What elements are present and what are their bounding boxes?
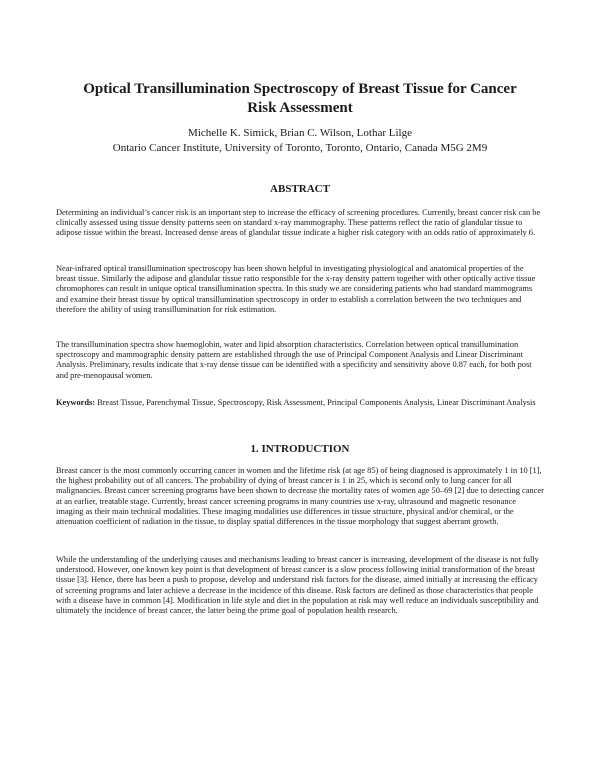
abstract-paragraph-2: Near-infrared optical transillumination spectroscopy has been shown helpful in investigating physiological and anatomical properties of the breast tissue. Similarly the adipose and glandular tissue ratio responsible for the x-ray density pattern together with other optically active tissue chromophores can result in unique optical transillumination spectra. In this study we are considering patients who had standard mammograms and examine their breast tissue by optical transillumination spectroscopy in order to establish a correlation between the two techniques and therefore the ability of using transillumination for risk estimation. <box>56 264 536 314</box>
abstract-paragraph-1: Determining an individual’s cancer risk is an important step to increase the efficacy of screening procedures. Currently, breast cancer risk can be clinically assessed using tissue density patterns seen on standard x-ray mammography. These patterns reflect the ratio of glandular tissue to adipose tissue within the breast. Increased dense areas of glandular tissue indicate a higher risk category with an odds ratio of approximately 6. <box>56 208 541 238</box>
author-affiliation: Ontario Cancer Institute, University of Toronto, Toronto, Ontario, Canada M5G 2M9 <box>112 142 488 154</box>
author-block <box>40 126 560 156</box>
abstract-heading: ABSTRACT <box>270 183 330 195</box>
paper-title <box>40 80 560 118</box>
keywords-text: Breast Tissue, Parenchymal Tissue, Spectroscopy, Risk Assessment, Principal Components Analysis, Linear Discriminant Analysis <box>97 398 536 407</box>
abstract-paragraph-3: The transillumination spectra show haemoglobin, water and lipid absorption characteristics. Correlation between optical transillumination spectroscopy and mammographic density pattern are established through the use of Principal Component Analysis and Linear Discriminant Analysis. Preliminary, results indicate that x-ray dense tissue can be identified with a specificity and sensitivity above 0.87 each, for both post and pre-menopausal women. <box>56 340 532 380</box>
title-line-2: Risk Assessment <box>247 100 353 116</box>
introduction-heading: 1. INTRODUCTION <box>250 443 350 455</box>
introduction-paragraph-2: While the understanding of the underlying causes and mechanisms leading to breast cancer is increasing, development of the disease is not fully understood. However, one known key point is that development of breast cancer is a slow process following initial transformation of the breast tissue [3]. Hence, there has been a push to propose, develop and understand risk factors for the disease, aimed initially at increasing the efficacy of screening programs and later achieve a decrease in the incidence of this disease. Risk factors are defined as those characteristics that people with a disease have in common [4]. Modification in life style and diet in the population at risk may well reduce an individuals susceptibility and ultimately the incidence of breast cancer, the latter being the prime goal of population health research. <box>56 555 539 616</box>
title-line-1: Optical Transillumination Spectroscopy of Breast Tissue for Cancer <box>83 81 517 97</box>
author-names: Michelle K. Simick, Brian C. Wilson, Lothar Lilge <box>188 127 412 139</box>
introduction-paragraph-1: Breast cancer is the most commonly occurring cancer in women and the lifetime risk (at age 85) of being diagnosed is approximately 1 in 10 [1], the highest probability out of all cancers. The probability of dying of breast cancer is 1 in 25, which is second only to lung cancer for all malignancies. Breast cancer screening programs have been shown to decrease the mortality rates of women age 50–69 [2] due to detecting cancer at an earlier, treatable stage. Currently, breast cancer screening programs in many countries use x-ray, ultrasound and magnetic resonance imaging as their main technical modalities. These imaging modalities use differences in tissue structure, physical and/or chemical, or the attenuation coefficient of radiation in the tissue, to display spatial differences in the tissue morphology that suggest aberrant growth. <box>56 466 544 527</box>
keywords-label: Keywords: <box>56 398 96 407</box>
keywords <box>56 398 544 408</box>
